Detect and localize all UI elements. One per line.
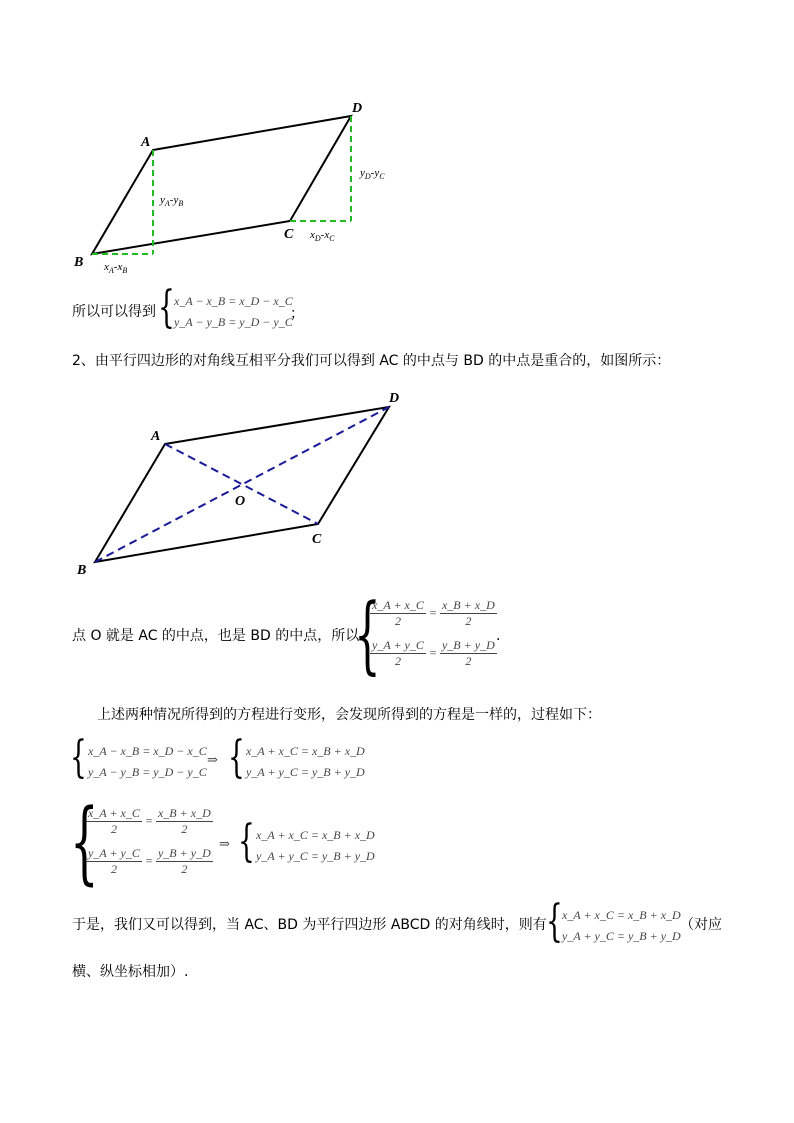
deriv1-r1: x_A + x_C = x_B + x_D	[246, 744, 365, 758]
line2-suffix: .	[496, 628, 501, 644]
deriv1-left-brace: {	[70, 732, 87, 783]
paragraph-2: 2、由平行四边形的对角线互相平分我们可以得到 AC 的中点与 BD 的中点是重合的，如图所示：	[72, 353, 671, 369]
deriv1-l1: x_A − x_B = x_D − x_C	[88, 744, 207, 758]
deriv1-l2: y_A − y_B = y_D − y_C	[88, 765, 207, 779]
line2-row2: $\frac{y\_A + y\_C}{2}$ = $\frac{y\_B + y\_D}{2}$	[372, 638, 495, 668]
label-ya-minus-yb: $y_A-y_B$	[160, 194, 184, 208]
line3-brace: {	[546, 896, 563, 947]
line1-eq1: x_A − x_B = x_D − x_C	[174, 294, 293, 308]
line2-prefix: 点 O 就是 AC 的中点，也是 BD 的中点，所以	[72, 628, 360, 644]
figure-parallelogram-diagonals	[70, 385, 420, 580]
deriv1-r2: y_A + y_C = y_B + y_D	[246, 765, 365, 779]
deriv2-r1: x_A + x_C = x_B + x_D	[256, 828, 375, 842]
line3-continuation: 横、纵坐标相加）.	[72, 964, 189, 980]
line3-eq2: y_A + y_C = y_B + y_D	[562, 929, 681, 943]
deriv2-arrow: ⇒	[219, 836, 230, 851]
line2-brace: {	[354, 585, 381, 683]
deriv2-row2: $\frac{y\_A + y\_C}{2}$ = $\frac{y\_B + y\_D}{2}$	[88, 846, 211, 876]
vertex-label-b-2: B	[77, 563, 87, 578]
deriv2-right-brace: {	[238, 816, 255, 867]
vertex-label-a: A	[141, 135, 151, 150]
line3-eq1: x_A + x_C = x_B + x_D	[562, 908, 681, 922]
vertex-label-c: C	[284, 227, 294, 242]
line1-brace: {	[158, 282, 175, 333]
figure-parallelogram-projections	[60, 95, 420, 285]
vertex-label-d: D	[352, 101, 363, 116]
vertex-label-a-2: A	[151, 429, 161, 444]
deriv1-right-brace: {	[228, 732, 245, 783]
line3-suffix: （对应	[680, 917, 722, 933]
deriv2-left-brace: {	[70, 790, 99, 895]
diagonal-bd	[95, 407, 389, 562]
line1-prefix: 所以可以得到	[72, 304, 156, 320]
line1-eq2: y_A − y_B = y_D − y_C	[174, 315, 293, 329]
label-xa-minus-xb: $x_A-x_B$	[104, 261, 128, 275]
deriv1-arrow: ⇒	[207, 752, 218, 767]
line1-suffix: ；	[290, 306, 304, 322]
label-xd-minus-xc: $x_D-x_C$	[310, 229, 335, 243]
line2-row1: $\frac{x\_A + x\_C}{2}$ = $\frac{x\_B + x\_D}{2}$	[372, 598, 495, 628]
vertex-label-b: B	[74, 255, 84, 270]
center-label-o: O	[235, 494, 246, 509]
vertex-label-d-2: D	[389, 391, 400, 406]
deriv2-r2: y_A + y_C = y_B + y_D	[256, 849, 375, 863]
label-yd-minus-yc: $y_D-y_C$	[360, 167, 385, 181]
vertex-label-c-2: C	[312, 532, 322, 547]
paragraph-3: 上述两种情况所得到的方程进行变形，会发现所得到的方程是一样的，过程如下：	[97, 707, 601, 723]
deriv2-row1: $\frac{x\_A + x\_C}{2}$ = $\frac{x\_B + x\_D}{2}$	[88, 806, 211, 836]
line3-prefix: 于是，我们又可以得到，当 AC、BD 为平行四边形 ABCD 的对角线时，则有	[72, 917, 547, 933]
